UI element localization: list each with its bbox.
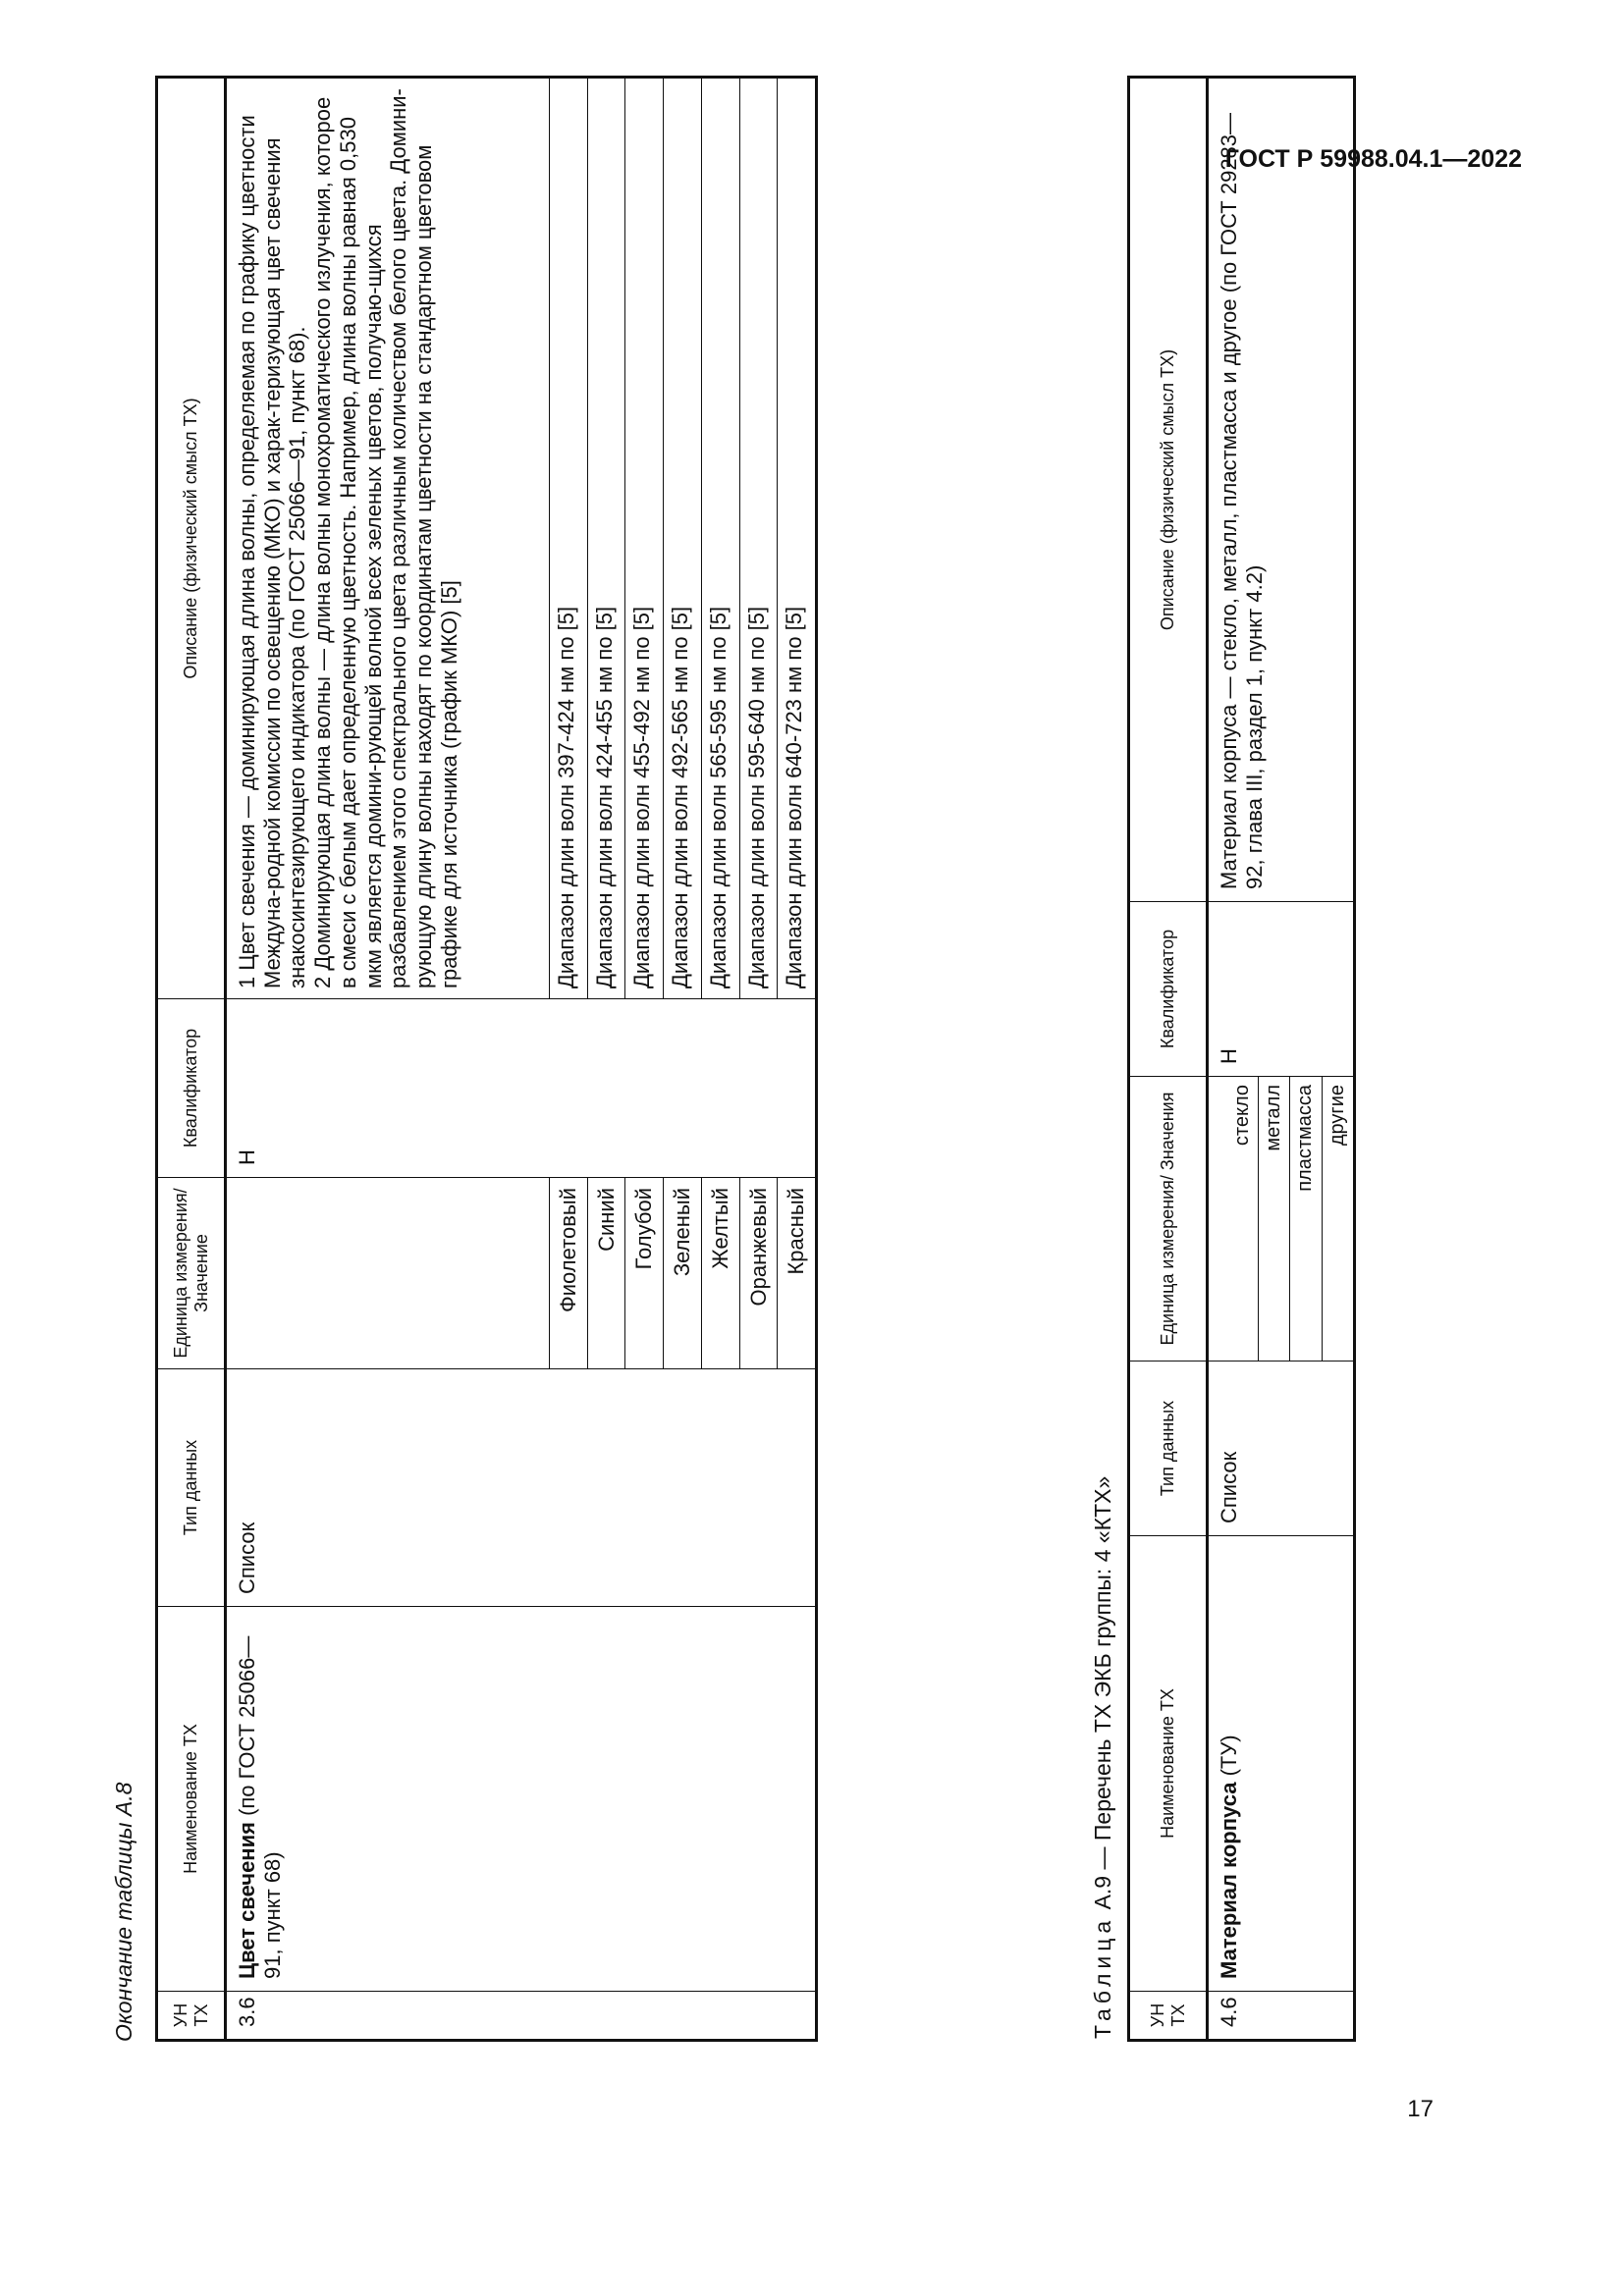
header-desc: Описание (физический смысл ТХ) [157, 78, 226, 999]
value-cell: Голубой [625, 1178, 664, 1369]
header-type: Тип данных [157, 1369, 226, 1607]
row-desc-2: 2 Доминирующая длина волны — длина волны монохроматического излучения, которое в смеси с белым дает определенную цветность. Например, длина волны равная 0,530 мкм является домини-рующей волной всех зеленых цветов, получаю-щихся разбавлением этого спектрального цвета различным количеством белого цвета. Домини-рующую длину волны находят по координатам цветности на стандартном цветовом графике для источника (график МКО) [5] [310, 88, 461, 988]
row-un: 4.6 [1208, 1992, 1355, 2041]
value-cell: другие [1322, 1077, 1354, 1362]
value-cell: Синий [587, 1178, 625, 1369]
row-type: Список [226, 1369, 817, 1607]
row-name-rest: (ТУ) [1217, 1735, 1241, 1783]
value-desc: Диапазон длин волн 397-424 нм по [5] [550, 78, 588, 999]
row-desc: Материал корпуса — стекло, металл, пластмасса и другое (по ГОСТ 29283—92, глава III, раздел 1, пункт 4.2) [1208, 78, 1355, 902]
table-a8 [155, 76, 818, 2042]
standard-designation: ГОСТ Р 59988.04.1—2022 [1224, 145, 1522, 173]
row-name-bold: Цвет свечения [235, 1822, 259, 1979]
header-un: УН ТХ [1129, 1992, 1208, 2041]
table-row [226, 78, 550, 2041]
rotated-page-content [106, 74, 1412, 2135]
row-desc-1: 1 Цвет свечения — доминирующая длина волны, определяемая по графику цветности Междуна-родной комиссии по освещению (МКО) и харак-теризующая цвет свечения знакосинтезирующего индикатора (по ГОСТ 25066—91, пункт 68). [235, 115, 310, 988]
value-cell: Красный [778, 1178, 817, 1369]
value-desc: Диапазон длин волн 640-723 нм по [5] [778, 78, 817, 999]
header-unit: Единица измерения/ Значение [157, 1178, 226, 1369]
value-cell: пластмасса [1290, 1077, 1322, 1362]
header-name: Наименование ТХ [157, 1607, 226, 1992]
table-a9-caption [1090, 1476, 1116, 2039]
value-desc: Диапазон длин волн 595-640 нм по [5] [739, 78, 778, 999]
row-type: Список [1208, 1362, 1355, 1536]
row-name [1208, 1536, 1355, 1992]
table-a8-caption: Окончание таблицы А.8 [111, 1782, 136, 2042]
value-cell: стекло [1208, 1077, 1259, 1362]
value-cell: Фиолетовый [550, 1178, 588, 1369]
header-qual: Квалификатор [157, 999, 226, 1178]
value-desc: Диапазон длин волн 565-595 нм по [5] [701, 78, 739, 999]
row-qual: Н [1208, 902, 1355, 1077]
row-qual: Н [226, 999, 817, 1178]
header-un: УН ТХ [157, 1992, 226, 2041]
table-a9-caption-rest: А.9 — Перечень ТХ ЭКБ группы: 4 «КТХ» [1090, 1475, 1115, 1916]
value-desc: Диапазон длин волн 492-565 нм по [5] [664, 78, 702, 999]
header-type: Тип данных [1129, 1362, 1208, 1536]
value-cell: металл [1259, 1077, 1290, 1362]
page-number: 17 [1407, 2096, 1434, 2122]
row-name-rest: (по ГОСТ 25066—91, пункт 68) [235, 1635, 285, 1979]
value-desc: Диапазон длин волн 424-455 нм по [5] [587, 78, 625, 999]
table-a9 [1127, 76, 1356, 2042]
table-row [1208, 78, 1259, 2041]
header-unit: Единица измерения/ Значения [1129, 1077, 1208, 1362]
row-name [226, 1607, 817, 1992]
row-un: 3.6 [226, 1992, 817, 2041]
header-desc: Описание (физический смысл ТХ) [1129, 78, 1208, 902]
value-desc: Диапазон длин волн 455-492 нм по [5] [625, 78, 664, 999]
value-cell: Желтый [701, 1178, 739, 1369]
value-cell: Оранжевый [739, 1178, 778, 1369]
header-qual: Квалификатор [1129, 902, 1208, 1077]
row-unit [226, 1178, 550, 1369]
table-a9-caption-prefix: Таблица [1090, 1915, 1115, 2039]
row-desc [226, 78, 550, 999]
row-name-bold: Материал корпуса [1217, 1782, 1241, 1979]
value-cell: Зеленый [664, 1178, 702, 1369]
header-name: Наименование ТХ [1129, 1536, 1208, 1992]
